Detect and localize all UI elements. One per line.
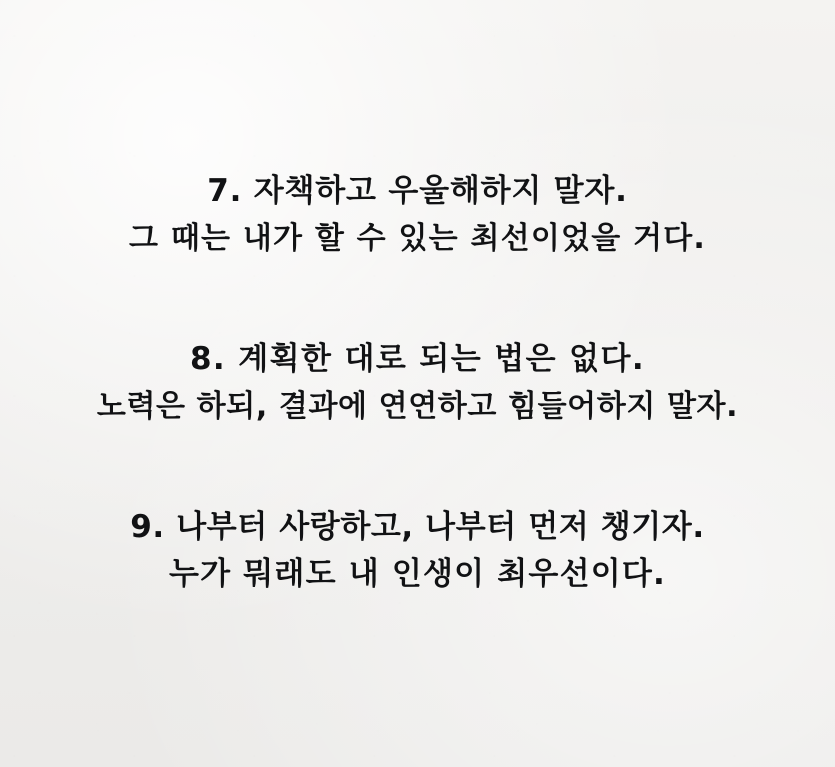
quote-item-9 [24, 504, 811, 599]
quote-8-line-1: 8. 계획한 대로 되는 법은 없다. [189, 340, 646, 377]
quote-7-line-1: 7. 자책하고 우울해하지 말자. [207, 172, 628, 209]
quote-7-line-2: 그 때는 내가 할 수 있는 최선이었을 거다. [129, 220, 706, 256]
quote-list [0, 168, 835, 599]
quote-8-line-2: 노력은 하되, 결과에 연연하고 힘들어하지 말자. [96, 388, 739, 424]
quote-item-7 [24, 168, 811, 262]
quote-9-line-2: 누가 뭐래도 내 인생이 최우선이다. [169, 556, 666, 593]
quote-9-line-1: 9. 나부터 사랑하고, 나부터 먼저 챙기자. [130, 508, 705, 545]
quote-item-8 [24, 336, 811, 430]
